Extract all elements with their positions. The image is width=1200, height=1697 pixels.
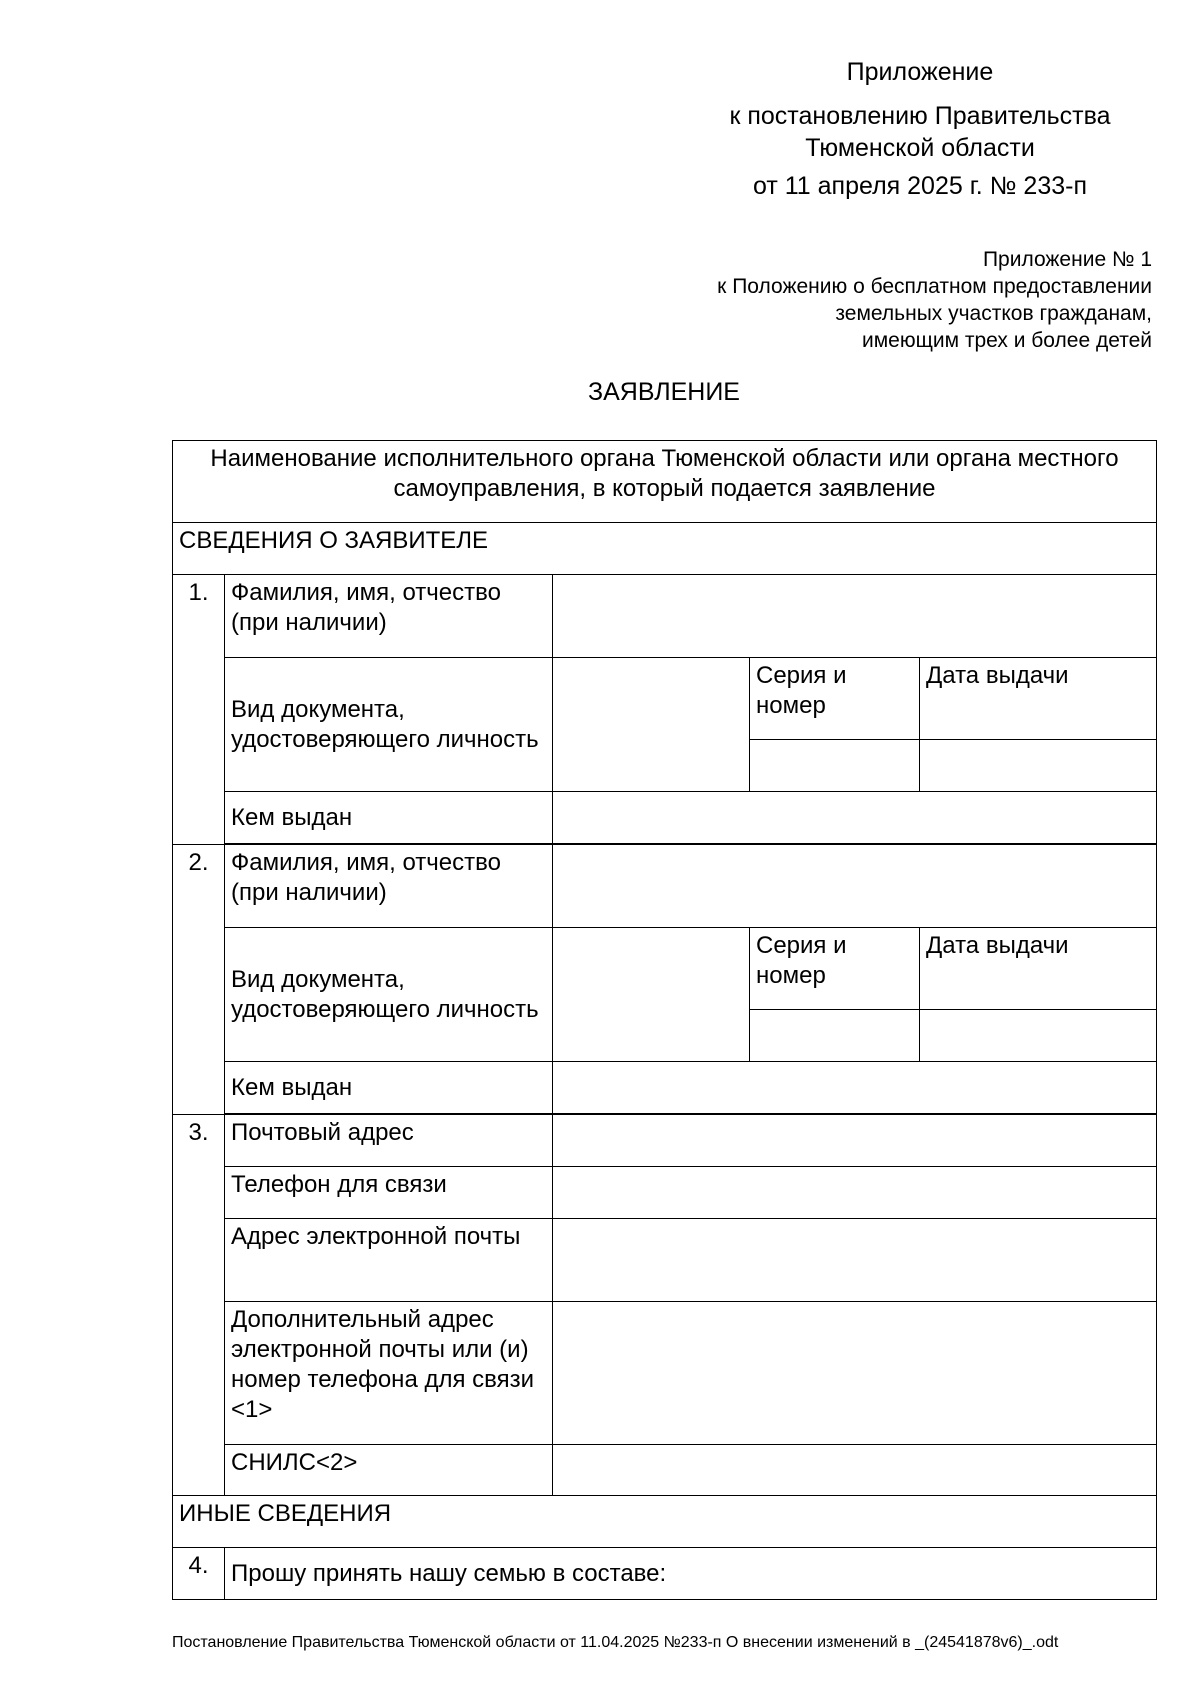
id-document-label: Вид документа, удостоверяющего личность <box>225 658 553 792</box>
row-number: 2. <box>173 845 225 1115</box>
resolution-date-number: от 11 апреля 2025 г. № 233-п <box>753 172 1087 200</box>
row-number: 3. <box>173 1115 225 1496</box>
section-other-heading: ИНЫЕ СВЕДЕНИЯ <box>173 1496 1157 1548</box>
issue-date-field[interactable] <box>920 1010 1157 1062</box>
id-document-label: Вид документа, удостоверяющего личность <box>225 928 553 1062</box>
annex-line: имеющим трех и более детей <box>861 329 1152 352</box>
annex-line: к Положению о бесплатном предоставлении <box>717 275 1152 298</box>
resolution-reference: к постановлению Правительства Тюменской области <box>729 102 1111 162</box>
row-number: 1. <box>173 575 225 845</box>
issued-by-field[interactable] <box>553 792 1157 844</box>
full-name-label: Фамилия, имя, отчество (при наличии) <box>225 845 553 928</box>
issue-date-field[interactable] <box>920 740 1157 792</box>
family-request-text: Прошу принять нашу семью в составе: <box>225 1548 1157 1600</box>
page-footer: Постановление Правительства Тюменской области от 11.04.2025 №233-п О внесении изменений в _(24541878v6)_.odt <box>172 1634 1059 1651</box>
extra-contact-field[interactable] <box>553 1302 1157 1445</box>
section-applicant-heading: СВЕДЕНИЯ О ЗАЯВИТЕЛЕ <box>173 523 1157 575</box>
postal-address-field[interactable] <box>553 1115 1157 1167</box>
phone-label: Телефон для связи <box>225 1167 553 1219</box>
issue-date-label: Дата выдачи <box>920 928 1157 1010</box>
snils-label: СНИЛС<2> <box>225 1445 553 1496</box>
full-name-field[interactable] <box>553 575 1157 658</box>
issue-date-label: Дата выдачи <box>920 658 1157 740</box>
phone-field[interactable] <box>553 1167 1157 1219</box>
issued-by-field[interactable] <box>553 1062 1157 1114</box>
snils-field[interactable] <box>553 1445 1157 1496</box>
issued-by-label: Кем выдан <box>225 1062 553 1114</box>
series-number-label: Серия и номер <box>750 928 920 1010</box>
id-document-field[interactable] <box>553 928 750 1062</box>
annex-line: Приложение № 1 <box>982 248 1152 271</box>
authority-name-cell[interactable]: Наименование исполнительного органа Тюменской области или органа местного самоуправления, в который подается заявление <box>173 441 1157 523</box>
attachment-title: Приложение <box>846 58 994 86</box>
document-title: ЗАЯВЛЕНИЕ <box>587 378 740 406</box>
application-form <box>172 440 1157 1600</box>
series-number-field[interactable] <box>750 1010 920 1062</box>
series-number-field[interactable] <box>750 740 920 792</box>
id-document-field[interactable] <box>553 658 750 792</box>
email-field[interactable] <box>553 1219 1157 1302</box>
extra-contact-label: Дополнительный адрес электронной почты или (и) номер телефона для связи <1> <box>225 1302 553 1445</box>
issued-by-label: Кем выдан <box>225 792 553 844</box>
postal-address-label: Почтовый адрес <box>225 1115 553 1167</box>
full-name-label: Фамилия, имя, отчество (при наличии) <box>225 575 553 658</box>
row-number: 4. <box>173 1548 225 1600</box>
email-label: Адрес электронной почты <box>225 1219 553 1302</box>
full-name-field[interactable] <box>553 845 1157 928</box>
annex-line: земельных участков гражданам, <box>835 302 1152 325</box>
series-number-label: Серия и номер <box>750 658 920 740</box>
annex-block <box>592 246 1152 354</box>
